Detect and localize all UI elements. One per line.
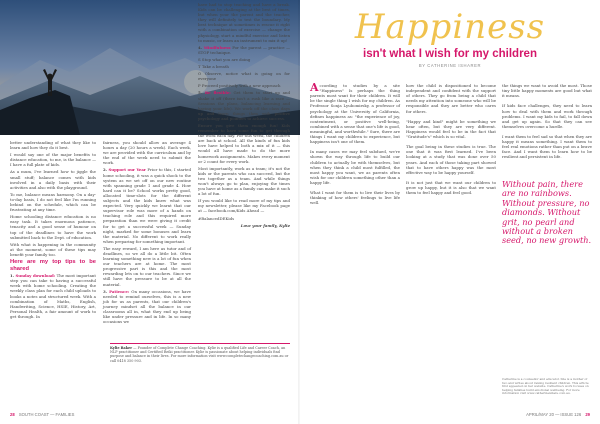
page-number: 29 <box>585 412 590 417</box>
tips-heading: Here are my top tips to be shared <box>10 258 96 272</box>
tip-item <box>103 289 191 325</box>
right-column-2 <box>406 78 496 195</box>
right-column-1 <box>310 78 400 205</box>
left-column-2 <box>103 140 191 326</box>
paragraph: how the child is dispositioned to become independent and confident with the support of others. They go from being a child that needs my attention into someone who will be responsible and they are better who cares for others. "Happy and kind" might be something we hear often, but they are very different. Happiness would feel to be in the fact that "Gratitude's" which is so vital. The goal being in these studies is true. The one that it was first learned. I've been looking at a study that was done over 50 years. And each of those taking part showed that to have others happy was the most effective way to be happy yourself. It is not just that we want our children to grow up happy, but it is also that we want them to feel happy and feel good. <box>406 83 496 196</box>
paragraph: the things we want to avoid the most. Those tiny little happy moments are good but what it means. If kids face challenges, they need to learn how to deal with them and work through problems. I want my kids to fail, to fall down and get up again. So that they can see themselves overcome a hurdle. I want them to feel sad so that when they are happy it means something. I want them to feel real emotions rather than put on a brave face. And I want them to learn how to be resilient and persistent in life. <box>502 83 592 160</box>
paragraph: With what is happening in the community at the moment, some of these tips may benefit your family too. <box>10 241 96 257</box>
tip-text: On many occasions, we have needed to remind ourselves, this is a new job for us as parents, that our children's journey mindset all the balance in our classrooms all in, what they end up being like under pressure and in life. In so many occasions we <box>103 288 191 325</box>
tip-item <box>10 273 96 319</box>
paragraph: To me, balance means harmony. On a day-to-day basis, I do not feel like I'm running behind on the schedule, which can be frustrating at any time. <box>10 191 96 213</box>
left-column-1 <box>10 140 96 321</box>
publication-name: SOUTH COAST — FAMILIES <box>18 412 75 417</box>
sign-off: Love your family, Kylie <box>240 222 290 228</box>
left-footer <box>10 412 74 417</box>
paragraph: Home schooling distance education is no easy task. It takes enormous patience, tenacity and a good sense of humour on top of the deadlines to have the work submitted back to the Dept. of education. <box>10 214 96 240</box>
tip-label: Sunday download: <box>15 273 56 279</box>
tip-text: Get them to start up and shake it off (there isn't a rush like a race — Sessions the plans, balancing learning and having your life). We work off the class days up and learn things then with positive psychology and pointers to achieve success. <box>198 90 290 121</box>
bio-text: — Founder of Complete Change Coaching. Kylie is a qualified Life and Career Coach, an NLP practitioner and Certified Reiki practitioner. Kylie is passionate about helping individuals find purpose and balance in their lives. For more information visit www.completechangecoaching.com.au or call 0418 350 903. <box>110 346 289 363</box>
stop-item: T Take a breath <box>198 64 229 70</box>
tip-text: The most important step you can take to having a successful week with home schooling. Creating the weekly class plan for each child uploads to books a notes and structured week. With a combination of Maths, English, Handwriting, Science, HSIE, History, Art, Personal Health, a fair amount of work to get through. In <box>10 273 96 319</box>
tip-label: Support our Year <box>108 167 146 173</box>
bio-name: Kylie Baker <box>110 346 133 350</box>
byline: BY CATHERINE ISHARER <box>418 63 482 68</box>
author-credit: Catherine is a counsellor and educator. She is a mother of two and writes about raising resilient children. This article first appeared on her website. Catherine's work focuses on helping families build emotional wellbeing. For more information visit www.catherineishare.com.au. <box>502 377 589 396</box>
tip-number: 5. <box>198 90 203 96</box>
paragraph: Ensure you give them enough fun! Kids remember to have some fun to get through the work each day. For this week, the children are back at school. All the kinds of fun kids love have helped to both a mix of it — this would all have made to do the more homework assignments. Makes every moment or 2 count for every work. <box>198 122 290 164</box>
pull-quote: Without pain, there are no rainbows. Without pressure, no diamonds. Without grit, no pearl and without a broken seed, no new growth. <box>502 179 592 246</box>
author-bio <box>110 343 290 363</box>
paragraph: ccording to studies by a site "Happiness" Is perhaps the thing parents most want for their children. It will be the single thing I wish for my children. As Professor Sonja Lyubomirsky, a professor of psychology at the University of California, defines happiness as: "the experience of joy, contentment, or positive well-being, combined with a sense that one's life is good, meaningful, and worthwhile." Sure, there are things I want my children to experience, but happiness isn't one of them. In many cases we may feel subdued, we're shown the way through life to build our children to actually be with themselves, but when they think a child most fulfilled, the most happy you want, we as parents often wish for our children something other than a happy life. What I want for them is to live their lives by thinking of how others' feelings to live life well. <box>310 83 400 206</box>
paragraph: fairness, you should allow an average 4 hours a day (20 hours a week). Each week, we are provided with the curriculum and by the end of the week need to submit the work. <box>103 140 191 166</box>
tip-text: Prior to this, I started home schooling, it was a quick shock to the system as we set off on our new routine with spanning grade 1 and grade 4. How hard can it be? School works pretty good, allocated time-slots for the different subjects and the kids knew what was expected. Very quickly we learnt that our supervisor role was more of a hands on teaching role and this required more preparation than we were giving it credit for to get a successful week — Sunday night, marked for some bonuses and learn the material. No different to work really when preparing for something important. <box>103 167 191 244</box>
article-subtitle: isn't what I wish for my children <box>363 48 537 60</box>
paragraph: have had to stop teaching and have a break. Kids can be challenging at the best of times, but when your the parent and the teacher, they will definitely to test the boundary. My best technique at sometimes is rescue it right with a combination of exercise — change the physiology, start a mindful exercise and listen to music, or learn an instrument to mix it up! <box>198 2 290 43</box>
tip-item <box>103 167 191 243</box>
tip-item <box>198 45 290 55</box>
paragraph: Most importantly, work as a team; it's not the kids or the parents who can succeed, but the two together as a team. And while things won't always go to plan, enjoying the times you have at home as a family can make it such a lot of fun. <box>198 165 290 197</box>
tip-label: Be flexible: <box>204 90 231 96</box>
paragraph: better understanding of what they like to learn and how they do it best. <box>10 140 96 151</box>
paragraph: As a mum, I've learned how to jiggle the small stuff; balance comes with kids involved in a daily basis with their activities and also with the playground. <box>10 169 96 190</box>
tip-label: Patience: <box>109 288 130 294</box>
stop-item: O Observe, notice what is going on for everyone <box>198 71 290 82</box>
tip-number: 4. <box>198 44 203 50</box>
page-number: 28 <box>10 412 15 417</box>
paragraph: I would say one of the major benefits to distance education, to me, is the balance — I have a full plate of kids. <box>10 152 96 168</box>
stop-item: S Stop what you are doing <box>198 56 251 62</box>
paragraph: If you would like to read more of my tips and my newsletter, please like my Facebook page at — facebook.com/Kids Ahead — <box>198 198 290 214</box>
left-column-3 <box>198 2 290 230</box>
tip-number: 1. <box>10 273 15 279</box>
tip-item <box>198 90 290 121</box>
hashtag: #BalancedDEKids <box>198 215 235 221</box>
article-title: Happiness <box>354 7 546 47</box>
right-footer <box>526 412 590 417</box>
drop-cap: A <box>310 81 319 95</box>
right-column-3 <box>502 78 592 160</box>
stop-item: P Proceed positively with a new approach <box>198 83 281 89</box>
tip-text: For the parent — practice — STOP technique. <box>198 44 290 55</box>
paragraph: The easy reward, I am here as tutor and of deadlines, so we all do a little bit. Often learning something new is a lot of fun when our teachers are at home. The most progressive part is this and the most rewarding lets on to our teachers. Since we still have the pressure to be at all the material. <box>103 245 191 287</box>
tip-number: 3. <box>103 288 108 294</box>
tip-number: 2. <box>103 167 108 173</box>
tip-label: Mindfulness <box>203 44 231 50</box>
issue-label: APRIL/MAY 20 — ISSUE 126 <box>526 412 582 417</box>
